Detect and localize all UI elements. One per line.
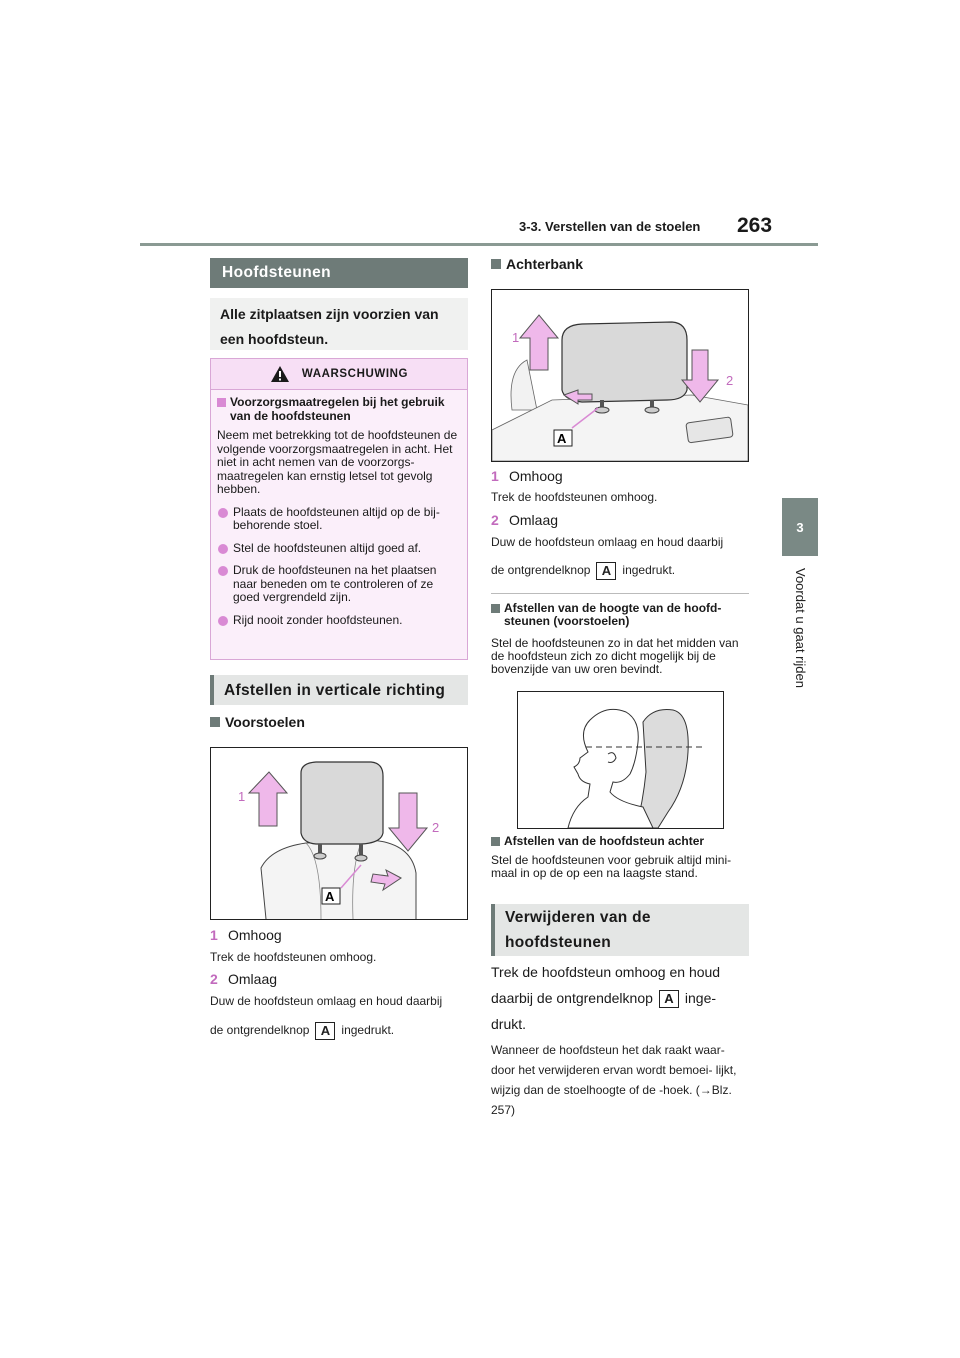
warning-icon: [270, 365, 290, 383]
figure-front-headrest: [210, 747, 468, 920]
warning-text: Neem met betrekking tot de hoofdsteunen de volgende voorzorgsmaatregelen in acht. Het niet in acht nemen van de voorzorgs- maatregelen kan ernstig letsel tot gevolg hebben.: [217, 428, 458, 496]
label-a: A: [325, 889, 335, 904]
label-2: 2: [432, 820, 440, 835]
subheading-voorstoelen: Voorstoelen: [210, 714, 305, 730]
warning-bullet: Rijd nooit zonder hoofdsteunen.: [217, 614, 459, 628]
divider: [491, 593, 749, 594]
step-2: 2 Omlaag: [210, 971, 278, 987]
release-key-a: A: [315, 1022, 335, 1040]
warning-bullet: Druk de hoofdsteunen na het plaatsen naar beneden om te controleren of ze goed vergrendeld zijn.: [217, 564, 459, 605]
subheading-hoofdsteun-achter: Afstellen van de hoofdsteun achter: [491, 835, 749, 848]
heading-verwijderen: Verwijderen van de hoofdsteunen: [491, 904, 749, 956]
square-bullet-icon: [210, 717, 220, 727]
header-rule: [140, 243, 818, 246]
release-key-a: A: [659, 990, 679, 1008]
page-number: 263: [737, 214, 773, 237]
rear-adjust-text: Stel de hoofdsteunen voor gebruik altijd mini- maal in op de op een na laagste stand.: [491, 853, 732, 880]
bullet-dot-icon: [218, 566, 228, 576]
step-1: 1 Omhoog: [210, 927, 282, 943]
step-2-description-cont: de ontgrendelknop A ingedrukt.: [210, 1022, 395, 1038]
warning-title: WAARSCHUWING: [301, 368, 409, 380]
chapter-tab[interactable]: 3: [782, 498, 818, 556]
height-text: Stel de hoofdsteunen zo in dat het midden van de hoofdsteun zich zo dicht mogelijk bij de bovenzijde van uw oren bevindt.: [491, 636, 739, 676]
chapter-label: Voordat u gaat rijden: [793, 568, 808, 688]
section-title: 3-3. Verstellen van de stoelen: [519, 219, 701, 234]
warning-bullet: Stel de hoofdsteunen altijd goed af.: [217, 542, 459, 556]
subheading-achterbank: Achterbank: [491, 256, 583, 272]
rear-step-1: 1 Omhoog: [491, 468, 563, 484]
label-1: 1: [238, 789, 246, 804]
step-2-description: Duw de hoofdsteun omlaag en houd daarbij: [210, 994, 443, 1008]
square-bullet-icon: [491, 604, 500, 613]
warning-header: [211, 359, 467, 390]
figure-rear-headrest: [491, 289, 749, 462]
heading-verticale-richting: Afstellen in verticale richting: [210, 675, 468, 705]
square-bullet-icon: [491, 837, 500, 846]
arrow-down-icon: [389, 793, 427, 851]
bullet-dot-icon: [218, 616, 228, 626]
warning-bullet: Plaats de hoofdsteunen altijd op de bij- behorende stoel.: [217, 506, 459, 533]
subheading-hoogte: Afstellen van de hoogte van de hoofd- steunen (voorstoelen): [491, 602, 749, 628]
figure-head-position: [517, 691, 724, 829]
intro-text: Alle zitplaatsen zijn voorzien van een hoofdsteun.: [210, 298, 468, 350]
warning-box: [210, 358, 468, 660]
rear-step-1-description: Trek de hoofdsteunen omhoog.: [491, 490, 658, 504]
remove-note: Wanneer de hoofdsteun het dak raakt waar- door het verwijderen ervan wordt bemoei- lijkt, wijzig dan de stoelhoogte of de -hoek. (→Blz. 257): [491, 1043, 737, 1117]
release-key-a: A: [596, 562, 616, 580]
remove-text: Trek de hoofdsteun omhoog en houd daarbij de ontgrendelknop A inge- drukt.: [491, 964, 721, 1032]
square-bullet-icon: [217, 398, 226, 407]
step-1-description: Trek de hoofdsteunen omhoog.: [210, 950, 377, 964]
rear-step-2-description: Duw de hoofdsteun omlaag en houd daarbij: [491, 535, 724, 549]
heading-hoofdsteunen: Hoofdsteunen: [210, 258, 468, 288]
square-bullet-icon: [491, 259, 501, 269]
warning-subheading: Voorzorgsmaatregelen bij het gebruik van de hoofdsteunen: [217, 396, 459, 423]
rear-step-2: 2 Omlaag: [491, 512, 559, 528]
arrow-up-icon: [249, 772, 287, 826]
label-a: A: [557, 431, 567, 446]
label-2: 2: [726, 373, 734, 388]
bullet-dot-icon: [218, 508, 228, 518]
label-1: 1: [512, 330, 520, 345]
rear-step-2-description-cont: de ontgrendelknop A ingedrukt.: [491, 562, 676, 578]
bullet-dot-icon: [218, 544, 228, 554]
